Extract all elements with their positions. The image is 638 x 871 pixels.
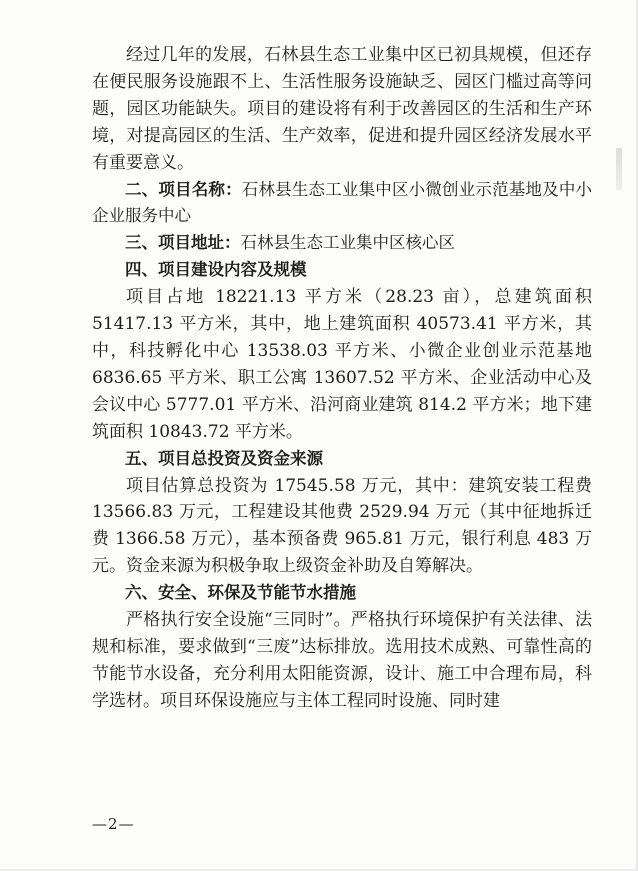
heading-value: 石林县生态工业集中区小微创业示范基地及中小企业服务中心 — [92, 179, 593, 226]
section-heading-project-name — [92, 177, 592, 231]
heading-label: 三、项目地址： — [125, 233, 241, 253]
section-heading-project-address — [92, 230, 592, 257]
page-number: —2— — [92, 815, 135, 833]
paragraph-development-overview: 经过几年的发展，石林县生态工业集中区已初具规模，但还存在便民服务设施跟不上、生活性服务设施缺乏、园区门槛过高等问题，园区功能缺失。项目的建设将有利于改善园区的生活和生产环境，对提高园区的生活、生产效率，促进和提升园区经济发展水平有重要意义。 — [92, 45, 592, 173]
section-heading-construction-scope: 四、项目建设内容及规模 — [125, 260, 307, 280]
document-body — [92, 42, 592, 715]
paragraph-investment: 项目估算总投资为 17545.58 万元，其中：建筑安装工程费 13566.83 万元，工程建设其他费 2529.94 万元（其中征地拆迁费 1366.58 万元），基本预备费 965.81 万元，银行利息 483 万元。资金来源为积极争取上级资金补助及自筹解决。 — [92, 475, 592, 577]
paragraph-safety-environment: 严格执行安全设施“三同时”。严格执行环境保护有关法律、法规和标准，要求做到“三废”达标排放。选用技术成熟、可靠性高的节能节水设备，充分利用太阳能资源，设计、施工中合理布局，科学选材。项目环保设施应与主体工程同时设施、同时建 — [92, 610, 592, 711]
heading-label: 二、项目名称： — [125, 179, 242, 199]
section-heading-safety-environment: 六、安全、环保及节能节水措施 — [125, 583, 356, 603]
section-heading-investment: 五、项目总投资及资金来源 — [125, 448, 323, 468]
scan-edge-mark — [616, 148, 622, 190]
heading-value: 石林县生态工业集中区核心区 — [240, 233, 455, 253]
paragraph-construction-scope: 项目占地 18221.13 平方米（28.23 亩），总建筑面积 51417.13 平方米，其中，地上建筑面积 40573.41 平方米，其中，科技孵化中心 13538.03 平方米、小微企业创业示范基地 6836.65 平方米、职工公寓 13607.52 平方米、企业活动中心及会议中心 5777.01 平方米、沿河商业建筑 814.2 平方米；地下建筑面积 10843.72 平方米。 — [92, 287, 592, 442]
